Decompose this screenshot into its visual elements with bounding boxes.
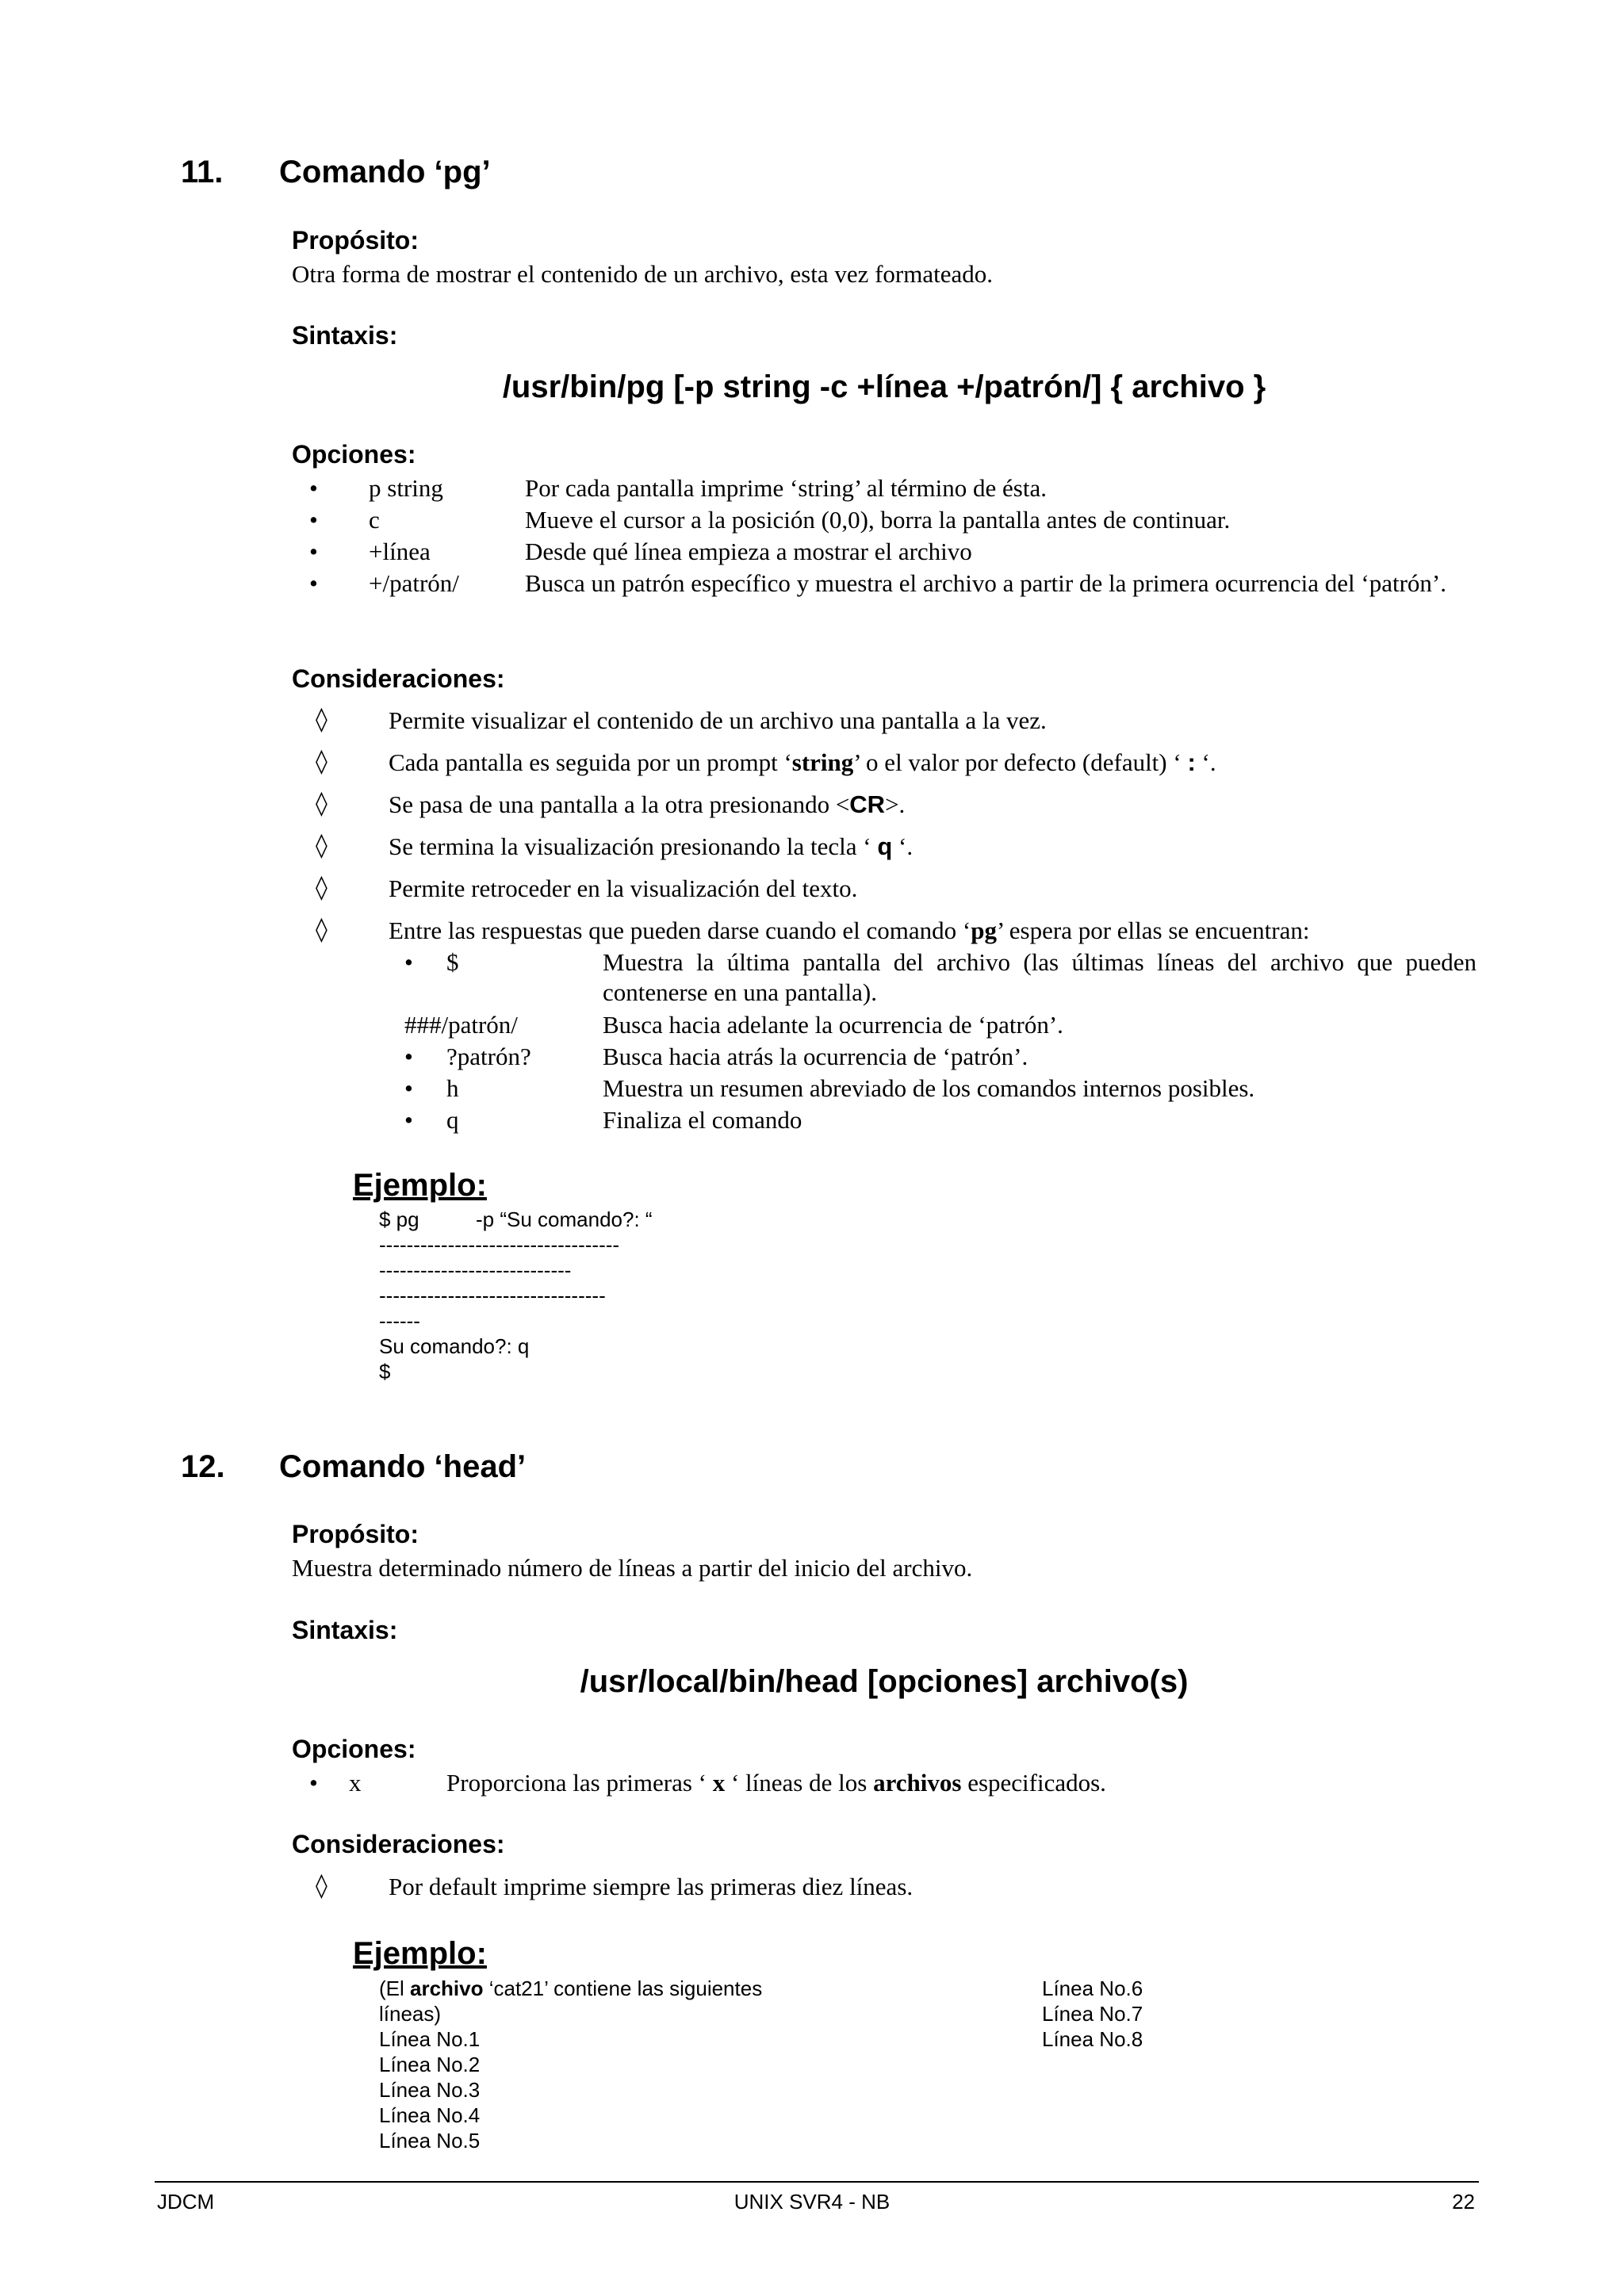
code-line: ---------------------------------	[379, 1284, 606, 1307]
option-desc: Proporciona las primeras ‘ x ‘ líneas de los archivos especificados.	[446, 1769, 1106, 1797]
section-11-title: Comando ‘pg’	[279, 155, 491, 189]
syntax-line: /usr/bin/pg [-p string -c +línea +/patrón/] { archivo }	[502, 369, 1266, 404]
code-line: Línea No.1	[379, 2027, 481, 2051]
consideration-text: Por default imprime siempre las primeras diez líneas.	[389, 1873, 914, 1900]
code-command: $ pg	[379, 1207, 419, 1231]
section-12-number: 12.	[181, 1449, 225, 1484]
code-option: -p “Su comando?: “	[476, 1207, 653, 1231]
consideration-text: Se termina la visualización presionando la tecla ‘ q ‘.	[389, 832, 914, 860]
code-line: Línea No.8	[1042, 2027, 1143, 2051]
option-key: x	[349, 1769, 362, 1797]
consideration-text: Permite visualizar el contenido de un archivo una pantalla a la vez.	[389, 706, 1047, 734]
code-line: Línea No.6	[1042, 1976, 1143, 2000]
option-desc: Mueve el cursor a la posición (0,0), borra la pantalla antes de continuar.	[525, 506, 1231, 534]
response-key: ?patrón?	[446, 1043, 531, 1070]
code-line: Línea No.5	[379, 2129, 481, 2152]
consideration-text: Entre las respuestas que pueden darse cuando el comando ‘pg’ espera por ellas se encuentran:	[389, 916, 1310, 944]
consideration-text: Se pasa de una pantalla a la otra presionando <CR>.	[389, 790, 906, 818]
code-line: Línea No.3	[379, 2078, 481, 2102]
code-line: Línea No.2	[379, 2053, 481, 2076]
response-desc: Muestra un resumen abreviado de los comandos internos posibles.	[603, 1074, 1255, 1102]
response-desc: Busca hacia adelante la ocurrencia de ‘patrón’.	[603, 1011, 1063, 1039]
section-12-title: Comando ‘head’	[279, 1449, 527, 1484]
diamond-icon: ◊	[316, 1872, 327, 1900]
response-key: q	[446, 1106, 459, 1134]
bullet: •	[404, 948, 413, 976]
code-line: ----------------------------	[379, 1258, 572, 1282]
diamond-icon: ◊	[316, 748, 327, 775]
response-desc: Muestra la última pantalla del archivo (las últimas líneas del archivo que pueden contenerse en una pantalla).	[603, 948, 1477, 1006]
footer-rule	[155, 2181, 1479, 2183]
response-key: $	[446, 948, 459, 976]
ejemplo-heading: Ejemplo:	[353, 1168, 487, 1203]
section-11-number: 11.	[181, 155, 224, 189]
code-line: Línea No.7	[1042, 2002, 1143, 2026]
consideraciones-label: Consideraciones:	[292, 1830, 505, 1858]
page-number: 22	[1452, 2190, 1475, 2214]
code-line: ------	[379, 1309, 420, 1333]
diamond-icon: ◊	[316, 790, 327, 817]
syntax-line: /usr/local/bin/head [opciones] archivo(s)	[580, 1664, 1189, 1699]
option-desc: Por cada pantalla imprime ‘string’ al término de ésta.	[525, 474, 1047, 502]
bullet: •	[309, 474, 318, 502]
bullet: •	[309, 538, 318, 565]
option-key: c	[369, 506, 380, 534]
diamond-icon: ◊	[316, 916, 327, 943]
sintaxis-label: Sintaxis:	[292, 321, 398, 350]
option-desc: Desde qué línea empieza a mostrar el archivo	[525, 538, 972, 565]
option-key: p string	[369, 474, 443, 502]
bullet: •	[404, 1074, 413, 1102]
footer-author: JDCM	[157, 2190, 215, 2214]
code-line: (El archivo ‘cat21’ contiene las siguientes	[379, 1976, 763, 2000]
bullet: •	[309, 506, 318, 534]
option-key: +/patrón/	[369, 569, 459, 597]
footer-title: UNIX SVR4 - NB	[733, 2190, 891, 2214]
diamond-icon: ◊	[316, 832, 327, 859]
consideration-text: Cada pantalla es seguida por un prompt ‘string’ o el valor por defecto (default) ‘ : ‘.	[389, 748, 1216, 776]
diamond-icon: ◊	[316, 874, 327, 901]
response-key: h	[446, 1074, 459, 1102]
response-desc: Finaliza el comando	[603, 1106, 802, 1134]
bullet: •	[309, 1769, 318, 1797]
code-line: -----------------------------------	[379, 1233, 620, 1257]
option-desc: Busca un patrón específico y muestra el archivo a partir de la primera ocurrencia del ‘patrón’.	[525, 569, 1446, 597]
consideration-text: Permite retroceder en la visualización del texto.	[389, 874, 858, 902]
code-line: $	[379, 1360, 391, 1383]
response-key: ###/patrón/	[404, 1011, 518, 1039]
code-line: Línea No.4	[379, 2103, 481, 2127]
code-line: Su comando?: q	[379, 1334, 530, 1358]
opciones-label: Opciones:	[292, 440, 416, 469]
opciones-label: Opciones:	[292, 1735, 416, 1763]
sintaxis-label: Sintaxis:	[292, 1616, 398, 1644]
consideraciones-label: Consideraciones:	[292, 664, 505, 693]
proposito-text: Muestra determinado número de líneas a partir del inicio del archivo.	[292, 1554, 973, 1582]
diamond-icon: ◊	[316, 706, 327, 733]
proposito-text: Otra forma de mostrar el contenido de un archivo, esta vez formateado.	[292, 260, 993, 288]
bullet: •	[404, 1043, 413, 1070]
ejemplo-heading: Ejemplo:	[353, 1936, 487, 1971]
proposito-label: Propósito:	[292, 1520, 419, 1548]
bullet: •	[309, 569, 318, 597]
proposito-label: Propósito:	[292, 226, 419, 254]
bullet: •	[404, 1106, 413, 1134]
code-line: líneas)	[379, 2002, 442, 2026]
response-desc: Busca hacia atrás la ocurrencia de ‘patrón’.	[603, 1043, 1028, 1070]
option-key: +línea	[369, 538, 431, 565]
